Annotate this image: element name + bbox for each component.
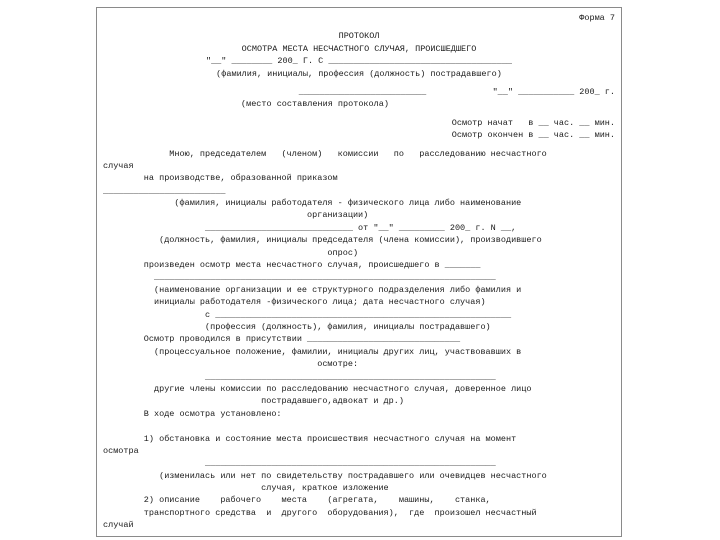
- body-line: 1) обстановка и состояние места происшествия несчастного случая на момент: [103, 433, 517, 444]
- place-hint: (место составления протокола): [241, 99, 389, 110]
- date-line: "__" ________ 200_ Г. С ____________________________________: [205, 56, 513, 67]
- body-line: случая, краткое изложение: [103, 483, 389, 494]
- body-line: случая: [103, 160, 134, 171]
- body-line: Мною, председателем (членом) комиссии по расследованию несчастного: [103, 148, 547, 159]
- body-line: опрос): [103, 247, 359, 258]
- body-line: транспортного средства и другого оборудования), где произошел несчастный: [103, 507, 537, 518]
- inspection-end: Осмотр окончен в __ час. __ мин.: [451, 130, 615, 141]
- body-line: осмотре:: [103, 359, 359, 370]
- body-line: (процессуальное положение, фамилии, инициалы других лиц, участвовавших в: [103, 346, 522, 357]
- body-line: организации): [103, 210, 369, 221]
- protocol-body: [103, 148, 615, 532]
- document-subtitle: ОСМОТРА МЕСТА НЕСЧАСТНОГО СЛУЧАЯ, ПРОИСШЕДШЕГО: [241, 43, 477, 54]
- place-line: _________________________ "__" ___________ 200_ г.: [298, 86, 615, 97]
- body-line: [103, 420, 615, 432]
- body-line: _________________________________________________________: [103, 458, 496, 469]
- body-line: (наименование организации и ее структурного подразделения либо фамилия и: [103, 284, 522, 295]
- victim-hint: (фамилия, инициалы, профессия (должность) пострадавшего): [216, 68, 502, 79]
- inspection-start: Осмотр начат в __ час. __ мин.: [451, 117, 615, 128]
- body-line: 2) описание рабочего места (агрегата, машины, станка,: [103, 495, 491, 506]
- body-line: случай: [103, 520, 134, 531]
- body-line: (должность, фамилия, инициалы председателя (члена комиссии), производившего: [103, 235, 542, 246]
- document-title: ПРОТОКОЛ: [338, 31, 380, 42]
- body-line: произведен осмотр места несчастного случая, происшедшего в _______: [103, 260, 481, 271]
- body-line: на производстве, образованной приказом: [103, 173, 338, 184]
- form-label: Форма 7: [579, 13, 615, 23]
- body-line: (изменилась или нет по свидетельству пострадавшего или очевидцев несчастного: [103, 470, 547, 481]
- body-line: инициалы работодателя -физического лица; дата несчастного случая): [103, 297, 486, 308]
- body-line: осмотра: [103, 445, 139, 456]
- body-line: В ходе осмотра установлено:: [103, 408, 282, 419]
- body-line: пострадавшего,адвокат и др.): [103, 396, 404, 407]
- body-line: (профессия (должность), фамилия, инициалы пострадавшего): [103, 321, 491, 332]
- body-line: _________________________________________________________: [103, 371, 496, 382]
- body-line: _____________________________ от "__" _________ 200_ г. N __,: [103, 222, 517, 233]
- protocol-text: [103, 12, 615, 532]
- body-line: с __________________________________________________________: [103, 309, 512, 320]
- body-line: ________________________: [103, 185, 226, 196]
- body-line: Осмотр проводился в присутствии ______________________________: [103, 334, 461, 345]
- document-page: [96, 7, 622, 537]
- body-line: другие члены комиссии по расследованию несчастного случая, доверенное лицо: [103, 383, 532, 394]
- body-line: ___________________________________________________________________: [103, 272, 496, 283]
- body-line: (фамилия, инициалы работодателя - физического лица либо наименование: [103, 198, 522, 209]
